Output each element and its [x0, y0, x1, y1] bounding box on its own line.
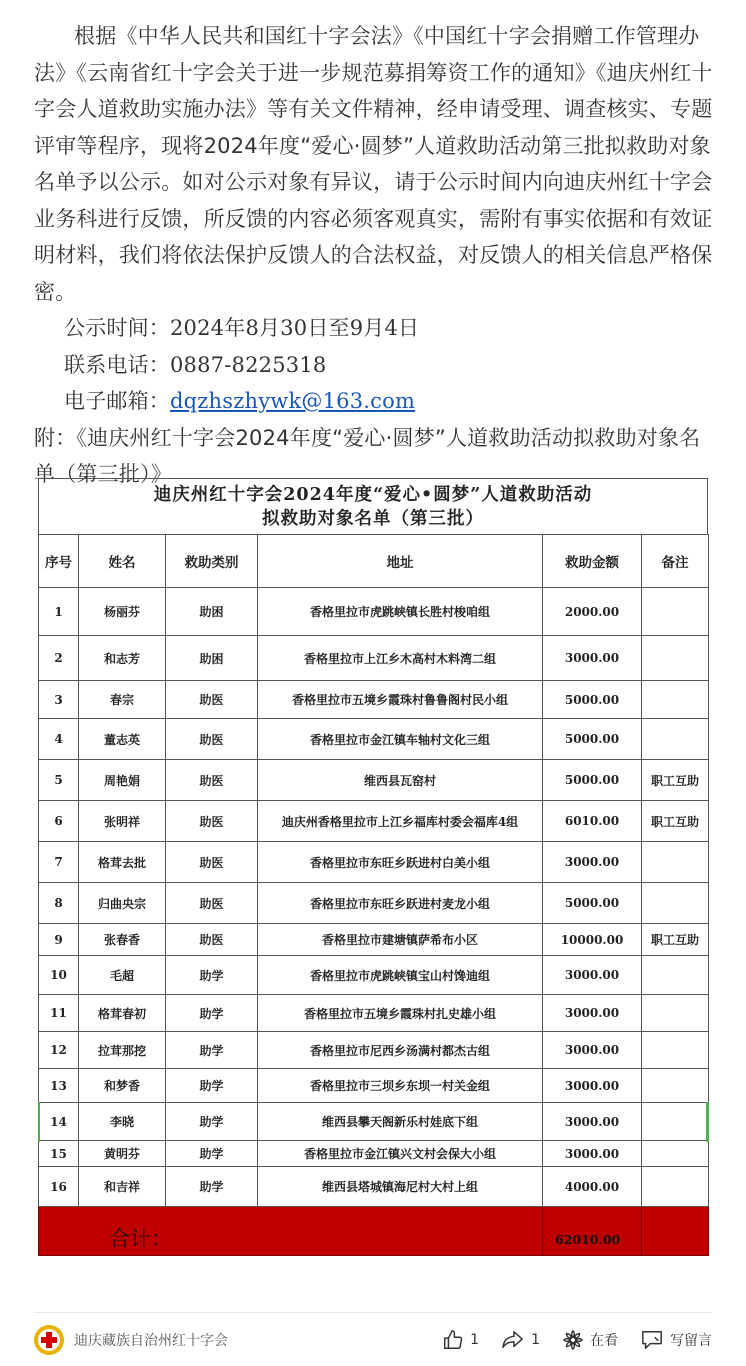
cell-type: 助医: [166, 719, 258, 760]
table-edge-mark: [706, 1102, 709, 1142]
cell-no: 14: [39, 1103, 79, 1141]
cell-type: 助学: [166, 1103, 258, 1141]
cell-name: 张春香: [79, 924, 166, 956]
cell-name: 和志芳: [79, 636, 166, 681]
cell-amount: 3000.00: [543, 1032, 642, 1069]
cell-no: 16: [39, 1167, 79, 1207]
contact-phone: [34, 347, 714, 384]
table-row: [39, 801, 709, 842]
total-label: 合计：: [39, 1207, 543, 1256]
cell-type: 助困: [166, 588, 258, 636]
cell-no: 11: [39, 995, 79, 1032]
cell-type: 助医: [166, 801, 258, 842]
cell-no: 8: [39, 883, 79, 924]
cell-amount: 3000.00: [543, 1103, 642, 1141]
like-button[interactable]: [442, 1329, 479, 1351]
comment-label: 写留言: [670, 1332, 712, 1349]
cell-amount: 3000.00: [543, 1141, 642, 1167]
cell-note: 职工互助: [642, 801, 709, 842]
table-row: [39, 719, 709, 760]
share-count: 1: [531, 1331, 540, 1348]
cell-address: 香格里拉市东旺乡跃进村麦龙小组: [258, 883, 543, 924]
cell-name: 杨丽芬: [79, 588, 166, 636]
contact-email: [34, 383, 714, 420]
cell-amount: 4000.00: [543, 1167, 642, 1207]
cell-no: 6: [39, 801, 79, 842]
like-count: 1: [470, 1331, 480, 1348]
phone-value: 0887-8225318: [170, 352, 327, 377]
account-brand[interactable]: [34, 1325, 228, 1355]
cell-address: 香格里拉市东旺乡跃进村白美小组: [258, 842, 543, 883]
header-amount: 救助金额: [543, 535, 642, 588]
time-label: 公示时间：: [64, 316, 170, 340]
cell-no: 15: [39, 1141, 79, 1167]
header-name: 姓名: [79, 535, 166, 588]
cell-amount: 5000.00: [543, 719, 642, 760]
share-button[interactable]: [501, 1329, 540, 1351]
announcement-paragraph: 根据《中华人民共和国红十字会法》《中国红十字会捐赠工作管理办法》《云南省红十字会关于进一步规范募捐筹资工作的通知》《迪庆州红十字会人道救助实施办法》等有关文件精神，经申请受理、调查核实、专题评审等程序，现将2024年度“爱心·圆梦”人道救助活动第三批拟救助对象名单予以公示。如对公示对象有异议，请于公示时间内向迪庆州红十字会业务科进行反馈，所反馈的内容必须客观真实，需附有事实依据和有效证明材料，我们将依法保护反馈人的合法权益，对反馈人的相关信息严格保密。: [34, 24, 713, 304]
header-address: 地址: [258, 535, 543, 588]
cell-amount: 5000.00: [543, 883, 642, 924]
cell-name: 格茸春初: [79, 995, 166, 1032]
cell-amount: 2000.00: [543, 588, 642, 636]
email-link[interactable]: dqzhszhywk@163.com: [170, 389, 416, 413]
table-title-line1: 迪庆州红十字会2024年度“爱心•圆梦”人道救助活动: [153, 485, 593, 505]
account-name: 迪庆藏族自治州红十字会: [74, 1332, 228, 1349]
cell-note: [642, 842, 709, 883]
cell-address: 香格里拉市五境乡霞珠村鲁鲁阁村民小组: [258, 681, 543, 719]
attachment-title: 附：《迪庆州红十字会2024年度“爱心·圆梦”人道救助活动拟救助对象名单（第三批）》: [34, 425, 701, 486]
cell-no: 7: [39, 842, 79, 883]
cell-note: 职工互助: [642, 924, 709, 956]
share-icon: [501, 1329, 525, 1351]
table-row: [39, 636, 709, 681]
cell-note: [642, 636, 709, 681]
cell-address: 香格里拉市金江镇车轴村文化三组: [258, 719, 543, 760]
cell-type: 助学: [166, 995, 258, 1032]
cell-type: 助学: [166, 1069, 258, 1103]
table-row: [39, 760, 709, 801]
table-row: [39, 681, 709, 719]
cell-note: [642, 1167, 709, 1207]
cell-name: 毛超: [79, 956, 166, 995]
cell-address: 香格里拉市虎跳峡镇长胜村梭咱组: [258, 588, 543, 636]
cell-note: [642, 995, 709, 1032]
cell-note: [642, 588, 709, 636]
cell-name: 春宗: [79, 681, 166, 719]
cell-no: 10: [39, 956, 79, 995]
cell-name: 格茸去批: [79, 842, 166, 883]
total-note: [642, 1207, 709, 1256]
table-row: [39, 1167, 709, 1207]
phone-label: 联系电话：: [64, 352, 170, 377]
cell-amount: 3000.00: [543, 636, 642, 681]
recipient-table: [38, 534, 709, 1256]
cell-address: 香格里拉市建塘镇萨希布小区: [258, 924, 543, 956]
article-body: [34, 18, 714, 493]
cell-note: [642, 1032, 709, 1069]
cell-no: 2: [39, 636, 79, 681]
cell-amount: 3000.00: [543, 956, 642, 995]
cell-name: 和梦香: [79, 1069, 166, 1103]
cell-name: 和吉祥: [79, 1167, 166, 1207]
table-row: [39, 883, 709, 924]
cell-no: 12: [39, 1032, 79, 1069]
cell-note: [642, 681, 709, 719]
cell-name: 张明祥: [79, 801, 166, 842]
time-value: 2024年8月30日至9月4日: [170, 316, 420, 340]
cell-type: 助医: [166, 883, 258, 924]
cell-type: 助医: [166, 924, 258, 956]
cell-address: 维西县攀天阁新乐村娃底下组: [258, 1103, 543, 1141]
cell-address: 香格里拉市三坝乡东坝一村关金组: [258, 1069, 543, 1103]
cell-address: 维西县塔城镇海尼村大村上组: [258, 1167, 543, 1207]
action-bar: [420, 1329, 712, 1351]
cell-note: [642, 1069, 709, 1103]
header-no: 序号: [39, 535, 79, 588]
cell-address: 迪庆州香格里拉市上江乡福库村委会福库4组: [258, 801, 543, 842]
table-title: [38, 478, 708, 534]
cell-note: [642, 956, 709, 995]
table-edge-mark: [38, 1102, 40, 1142]
recipient-table-image: [38, 478, 708, 1256]
cell-address: 维西县瓦窑村: [258, 760, 543, 801]
cell-address: 香格里拉市虎跳峡镇宝山村馋迪组: [258, 956, 543, 995]
table-row: [39, 588, 709, 636]
cell-name: 李晓: [79, 1103, 166, 1141]
header-note: 备注: [642, 535, 709, 588]
cell-name: 黄明芬: [79, 1141, 166, 1167]
cell-type: 助医: [166, 842, 258, 883]
table-row: [39, 995, 709, 1032]
cell-name: 拉茸那挖: [79, 1032, 166, 1069]
total-row: [39, 1207, 709, 1256]
cell-address: 香格里拉市金江镇兴文村会保大小组: [258, 1141, 543, 1167]
cell-address: 香格里拉市尼西乡汤满村都杰古组: [258, 1032, 543, 1069]
total-value: 62010.00: [543, 1207, 642, 1256]
flower-icon: [562, 1329, 584, 1351]
table-row: [39, 1032, 709, 1069]
red-cross-logo-icon: [34, 1325, 64, 1355]
comment-button[interactable]: [640, 1329, 712, 1351]
header-type: 救助类别: [166, 535, 258, 588]
cell-note: [642, 719, 709, 760]
cell-type: 助学: [166, 1032, 258, 1069]
cell-amount: 5000.00: [543, 681, 642, 719]
cell-type: 助学: [166, 956, 258, 995]
email-label: 电子邮箱：: [64, 389, 170, 413]
watching-label: 在看: [590, 1332, 618, 1349]
article-footer: [34, 1312, 712, 1366]
cell-type: 助医: [166, 760, 258, 801]
table-body: [39, 588, 709, 1207]
cell-note: 职工互助: [642, 760, 709, 801]
cell-name: 归曲央宗: [79, 883, 166, 924]
cell-note: [642, 883, 709, 924]
cell-no: 4: [39, 719, 79, 760]
watching-button[interactable]: [562, 1329, 618, 1351]
cell-no: 1: [39, 588, 79, 636]
cell-name: 周艳娟: [79, 760, 166, 801]
cell-amount: 3000.00: [543, 1069, 642, 1103]
cell-no: 9: [39, 924, 79, 956]
cell-no: 5: [39, 760, 79, 801]
cell-amount: 10000.00: [543, 924, 642, 956]
cell-type: 助学: [166, 1141, 258, 1167]
thumbs-up-icon: [442, 1329, 464, 1351]
table-title-line2: 拟救助对象名单（第三批）: [262, 509, 484, 529]
cell-note: [642, 1103, 709, 1141]
cell-note: [642, 1141, 709, 1167]
cell-no: 3: [39, 681, 79, 719]
cell-amount: 3000.00: [543, 995, 642, 1032]
table-header-row: [39, 535, 709, 588]
cell-no: 13: [39, 1069, 79, 1103]
cell-address: 香格里拉市五境乡霞珠村扎史雄小组: [258, 995, 543, 1032]
cell-address: 香格里拉市上江乡木高村木料湾二组: [258, 636, 543, 681]
cell-type: 助学: [166, 1167, 258, 1207]
table-row: [39, 1141, 709, 1167]
cell-amount: 5000.00: [543, 760, 642, 801]
table-row: [39, 1069, 709, 1103]
cell-amount: 6010.00: [543, 801, 642, 842]
cell-type: 助困: [166, 636, 258, 681]
cell-amount: 3000.00: [543, 842, 642, 883]
table-row: [39, 956, 709, 995]
cell-name: 董志英: [79, 719, 166, 760]
cell-type: 助医: [166, 681, 258, 719]
announcement-time: [34, 310, 714, 347]
table-row: [39, 924, 709, 956]
comment-icon: [640, 1329, 664, 1351]
table-row: [39, 842, 709, 883]
table-row: [39, 1103, 709, 1141]
